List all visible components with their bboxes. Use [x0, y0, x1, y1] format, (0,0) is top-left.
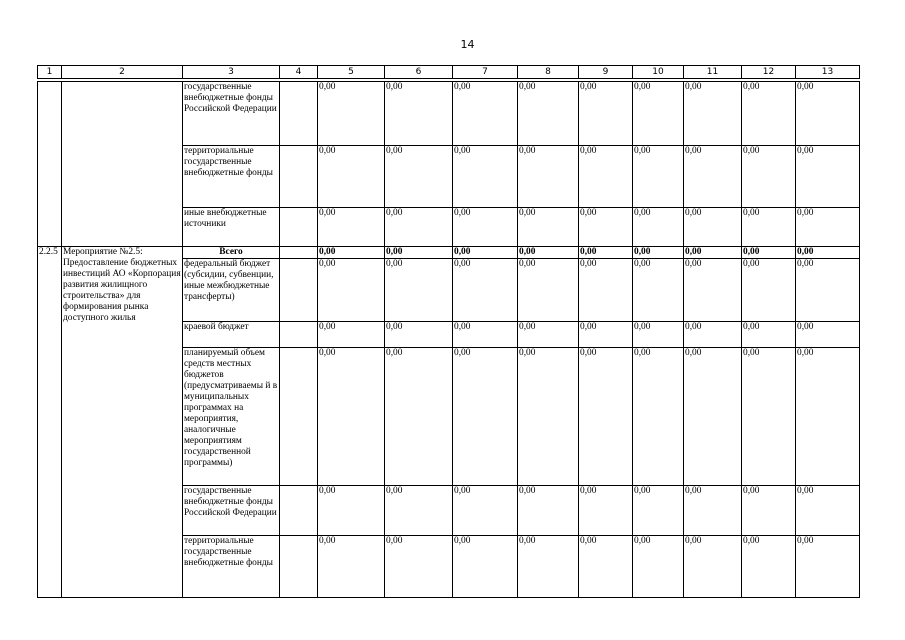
header-cell: 10: [633, 66, 684, 79]
value-cell: 0,00: [684, 208, 742, 247]
value-cell: 0,00: [579, 247, 633, 259]
value-cell: 0,00: [684, 486, 742, 536]
value-cell: 0,00: [742, 536, 796, 598]
value-cell: 0,00: [796, 146, 860, 208]
value-cell: 0,00: [385, 208, 453, 247]
funding-source-cell: территориальные государственные внебюджетные фонды: [183, 146, 280, 208]
value-cell: 0,00: [796, 82, 860, 146]
budget-table: [37, 81, 860, 598]
number-cell: 2.2.5: [38, 247, 62, 598]
value-cell: 0,00: [579, 146, 633, 208]
value-cell: 0,00: [453, 146, 518, 208]
value-cell: 0,00: [318, 322, 385, 348]
value-cell: 0,00: [318, 348, 385, 486]
value-cell: 0,00: [453, 486, 518, 536]
header-cell: 2: [62, 66, 183, 79]
value-cell: 0,00: [684, 536, 742, 598]
header-cell: 8: [518, 66, 579, 79]
value-cell: 0,00: [579, 322, 633, 348]
value-cell: 0,00: [684, 259, 742, 322]
value-cell: 0,00: [518, 82, 579, 146]
value-cell: 0,00: [633, 247, 684, 259]
value-cell: 0,00: [742, 208, 796, 247]
number-cell: [38, 82, 62, 247]
value-cell: 0,00: [684, 247, 742, 259]
header-cell: 13: [796, 66, 860, 79]
header-cell: 3: [183, 66, 280, 79]
value-cell: 0,00: [742, 82, 796, 146]
value-cell: 0,00: [318, 259, 385, 322]
header-cell: 12: [742, 66, 796, 79]
value-cell: 0,00: [684, 322, 742, 348]
header-cell: 9: [579, 66, 633, 79]
funding-source-cell: государственные внебюджетные фонды Российской Федерации: [183, 486, 280, 536]
value-cell: 0,00: [796, 536, 860, 598]
empty-cell: [280, 348, 318, 486]
value-cell: 0,00: [742, 146, 796, 208]
value-cell: 0,00: [742, 486, 796, 536]
value-cell: 0,00: [518, 322, 579, 348]
value-cell: 0,00: [453, 536, 518, 598]
empty-cell: [280, 82, 318, 146]
value-cell: 0,00: [318, 82, 385, 146]
value-cell: 0,00: [453, 208, 518, 247]
table-row-total: [38, 247, 860, 259]
value-cell: 0,00: [796, 259, 860, 322]
value-cell: 0,00: [518, 348, 579, 486]
value-cell: 0,00: [796, 208, 860, 247]
header-cell: 7: [453, 66, 518, 79]
value-cell: 0,00: [684, 348, 742, 486]
header-cell: 6: [385, 66, 453, 79]
value-cell: 0,00: [742, 348, 796, 486]
value-cell: 0,00: [318, 536, 385, 598]
value-cell: 0,00: [742, 259, 796, 322]
value-cell: 0,00: [453, 348, 518, 486]
value-cell: 0,00: [518, 486, 579, 536]
value-cell: 0,00: [579, 536, 633, 598]
value-cell: 0,00: [742, 247, 796, 259]
value-cell: 0,00: [579, 208, 633, 247]
value-cell: 0,00: [518, 208, 579, 247]
empty-cell: [280, 259, 318, 322]
value-cell: 0,00: [633, 536, 684, 598]
value-cell: 0,00: [318, 247, 385, 259]
empty-cell: [280, 247, 318, 259]
value-cell: 0,00: [385, 322, 453, 348]
value-cell: 0,00: [385, 536, 453, 598]
table-row: [38, 82, 860, 146]
empty-cell: [280, 536, 318, 598]
value-cell: 0,00: [579, 82, 633, 146]
value-cell: 0,00: [453, 82, 518, 146]
value-cell: 0,00: [453, 322, 518, 348]
value-cell: 0,00: [579, 259, 633, 322]
value-cell: 0,00: [633, 146, 684, 208]
empty-cell: [280, 208, 318, 247]
value-cell: 0,00: [579, 348, 633, 486]
value-cell: 0,00: [684, 146, 742, 208]
funding-source-cell: территориальные государственные внебюджетные фонды: [183, 536, 280, 598]
value-cell: 0,00: [633, 208, 684, 247]
value-cell: 0,00: [796, 348, 860, 486]
value-cell: 0,00: [385, 247, 453, 259]
value-cell: 0,00: [318, 208, 385, 247]
value-cell: 0,00: [318, 146, 385, 208]
header-cell: 4: [280, 66, 318, 79]
value-cell: 0,00: [385, 348, 453, 486]
value-cell: 0,00: [453, 247, 518, 259]
value-cell: 0,00: [385, 146, 453, 208]
funding-source-cell: иные внебюджетные источники: [183, 208, 280, 247]
header-cell: 11: [684, 66, 742, 79]
measure-name-cell: [62, 82, 183, 247]
value-cell: 0,00: [318, 486, 385, 536]
funding-source-cell: планируемый объем средств местных бюджетов (предусматриваемы й в муниципальных программах на мероприятия, аналогичные мероприятиям государственной программы): [183, 348, 280, 486]
value-cell: 0,00: [385, 486, 453, 536]
funding-source-cell: краевой бюджет: [183, 322, 280, 348]
value-cell: 0,00: [518, 247, 579, 259]
value-cell: 0,00: [579, 486, 633, 536]
value-cell: 0,00: [796, 486, 860, 536]
header-cell: 1: [38, 66, 62, 79]
funding-source-cell: государственные внебюджетные фонды Российской Федерации: [183, 82, 280, 146]
page-number: 14: [460, 38, 475, 51]
value-cell: 0,00: [684, 82, 742, 146]
measure-name-cell: Мероприятие №2.5: Предоставление бюджетных инвестиций АО «Корпорация развития жилищного строительства» для формирования рынка доступного жилья: [62, 247, 183, 598]
value-cell: 0,00: [633, 486, 684, 536]
value-cell: 0,00: [633, 82, 684, 146]
value-cell: 0,00: [385, 259, 453, 322]
empty-cell: [280, 146, 318, 208]
header-cell: 5: [318, 66, 385, 79]
empty-cell: [280, 486, 318, 536]
column-number-header: [37, 65, 860, 79]
value-cell: 0,00: [796, 247, 860, 259]
value-cell: 0,00: [518, 146, 579, 208]
value-cell: 0,00: [633, 322, 684, 348]
funding-source-cell: федеральный бюджет (субсидии, субвенции, иные межбюджетные трансферты): [183, 259, 280, 322]
value-cell: 0,00: [518, 536, 579, 598]
funding-source-cell: Всего: [183, 247, 280, 259]
value-cell: 0,00: [633, 259, 684, 322]
value-cell: 0,00: [385, 82, 453, 146]
value-cell: 0,00: [453, 259, 518, 322]
value-cell: 0,00: [633, 348, 684, 486]
value-cell: 0,00: [796, 322, 860, 348]
value-cell: 0,00: [518, 259, 579, 322]
value-cell: 0,00: [742, 322, 796, 348]
empty-cell: [280, 322, 318, 348]
